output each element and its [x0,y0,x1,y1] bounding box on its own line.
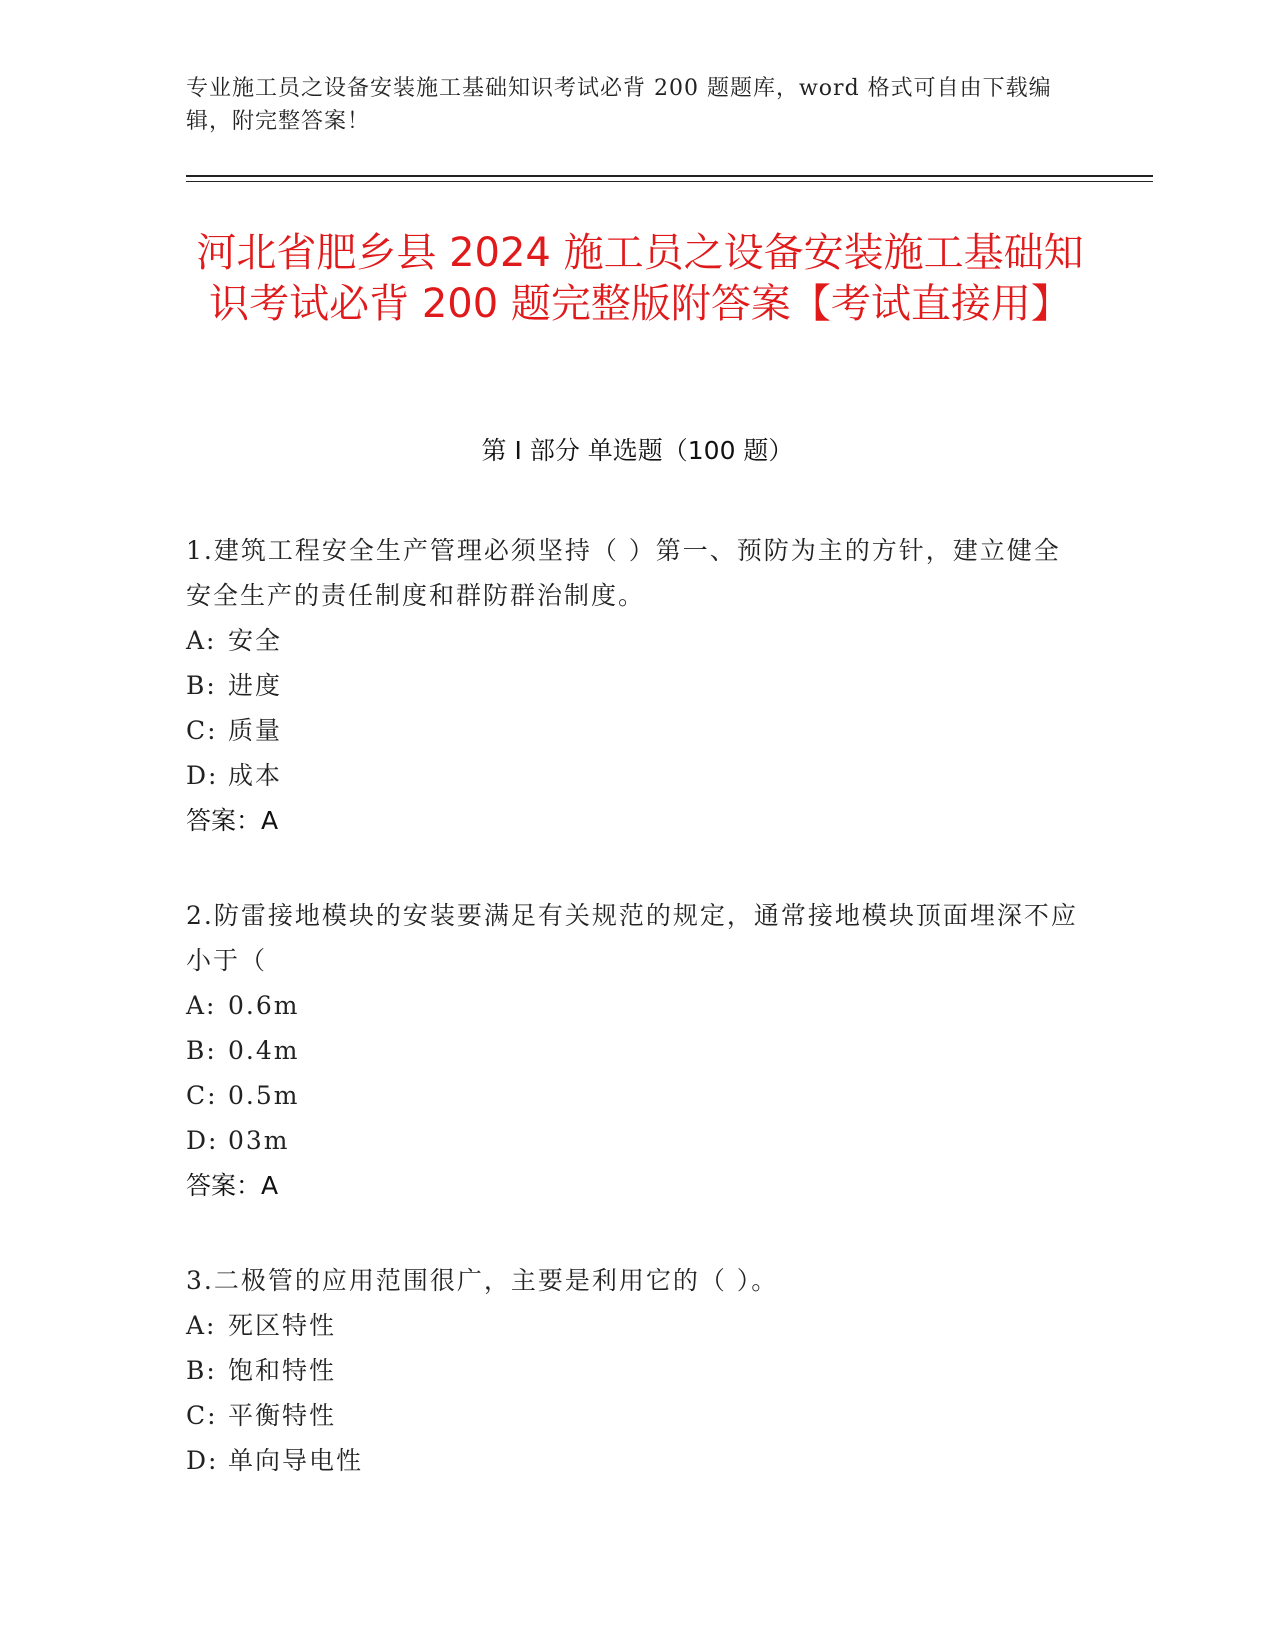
option-text: 安全 [228,626,283,655]
option-key: A: [186,626,217,655]
option-key: A: [186,1311,217,1340]
question-stem: 2.防雷接地模块的安装要满足有关规范的规定，通常接地模块顶面埋深不应小于（ [186,901,1078,975]
question-list [186,528,1086,1533]
option-a [186,983,1086,1028]
option-c [186,708,1086,753]
option-key: D: [186,1446,219,1475]
question-stem: 1.建筑工程安全生产管理必须坚持（ ）第一、预防为主的方针，建立健全安全生产的责任制度和群防群治制度。 [186,536,1061,610]
option-b [186,1028,1086,1073]
option-a [186,618,1086,663]
header-note: 专业施工员之设备安装施工基础知识考试必背 200 题题库，word 格式可自由下载编辑，附完整答案！ [186,76,1052,134]
section-title: 第 I 部分 单选题（100 题） [481,436,794,465]
header-divider-thick [186,175,1153,177]
option-text: 进度 [228,671,283,700]
option-d [186,1438,1086,1483]
option-text: 0.5m [228,1081,300,1110]
option-text: 03m [228,1126,290,1155]
option-c [186,1393,1086,1438]
option-c [186,1073,1086,1118]
option-key: D: [186,1126,219,1155]
option-d [186,753,1086,798]
option-text: 单向导电性 [228,1446,364,1475]
option-key: B: [186,1036,217,1065]
header-divider-thin [186,181,1153,182]
question-1 [186,528,1086,843]
option-text: 成本 [228,761,283,790]
option-text: 饱和特性 [228,1356,337,1385]
question-stem: 3.二极管的应用范围很广，主要是利用它的（ ）。 [186,1266,779,1295]
option-key: B: [186,671,217,700]
option-text: 0.4m [228,1036,300,1065]
option-text: 质量 [228,716,283,745]
option-text: 死区特性 [228,1311,337,1340]
option-key: B: [186,1356,217,1385]
option-text: 0.6m [228,991,300,1020]
question-3 [186,1258,1086,1483]
option-key: C: [186,1401,218,1430]
option-key: C: [186,1081,218,1110]
question-2 [186,893,1086,1208]
option-a [186,1303,1086,1348]
option-key: D: [186,761,219,790]
option-b [186,1348,1086,1393]
document-title: 河北省肥乡县 2024 施工员之设备安装施工基础知识考试必背 200 题完整版附答案【考试直接用】 [196,230,1084,327]
answer-label: 答案：A [186,1171,279,1200]
option-key: A: [186,991,217,1020]
answer-label: 答案：A [186,806,279,835]
option-b [186,663,1086,708]
option-text: 平衡特性 [228,1401,337,1430]
option-d [186,1118,1086,1163]
option-key: C: [186,716,218,745]
